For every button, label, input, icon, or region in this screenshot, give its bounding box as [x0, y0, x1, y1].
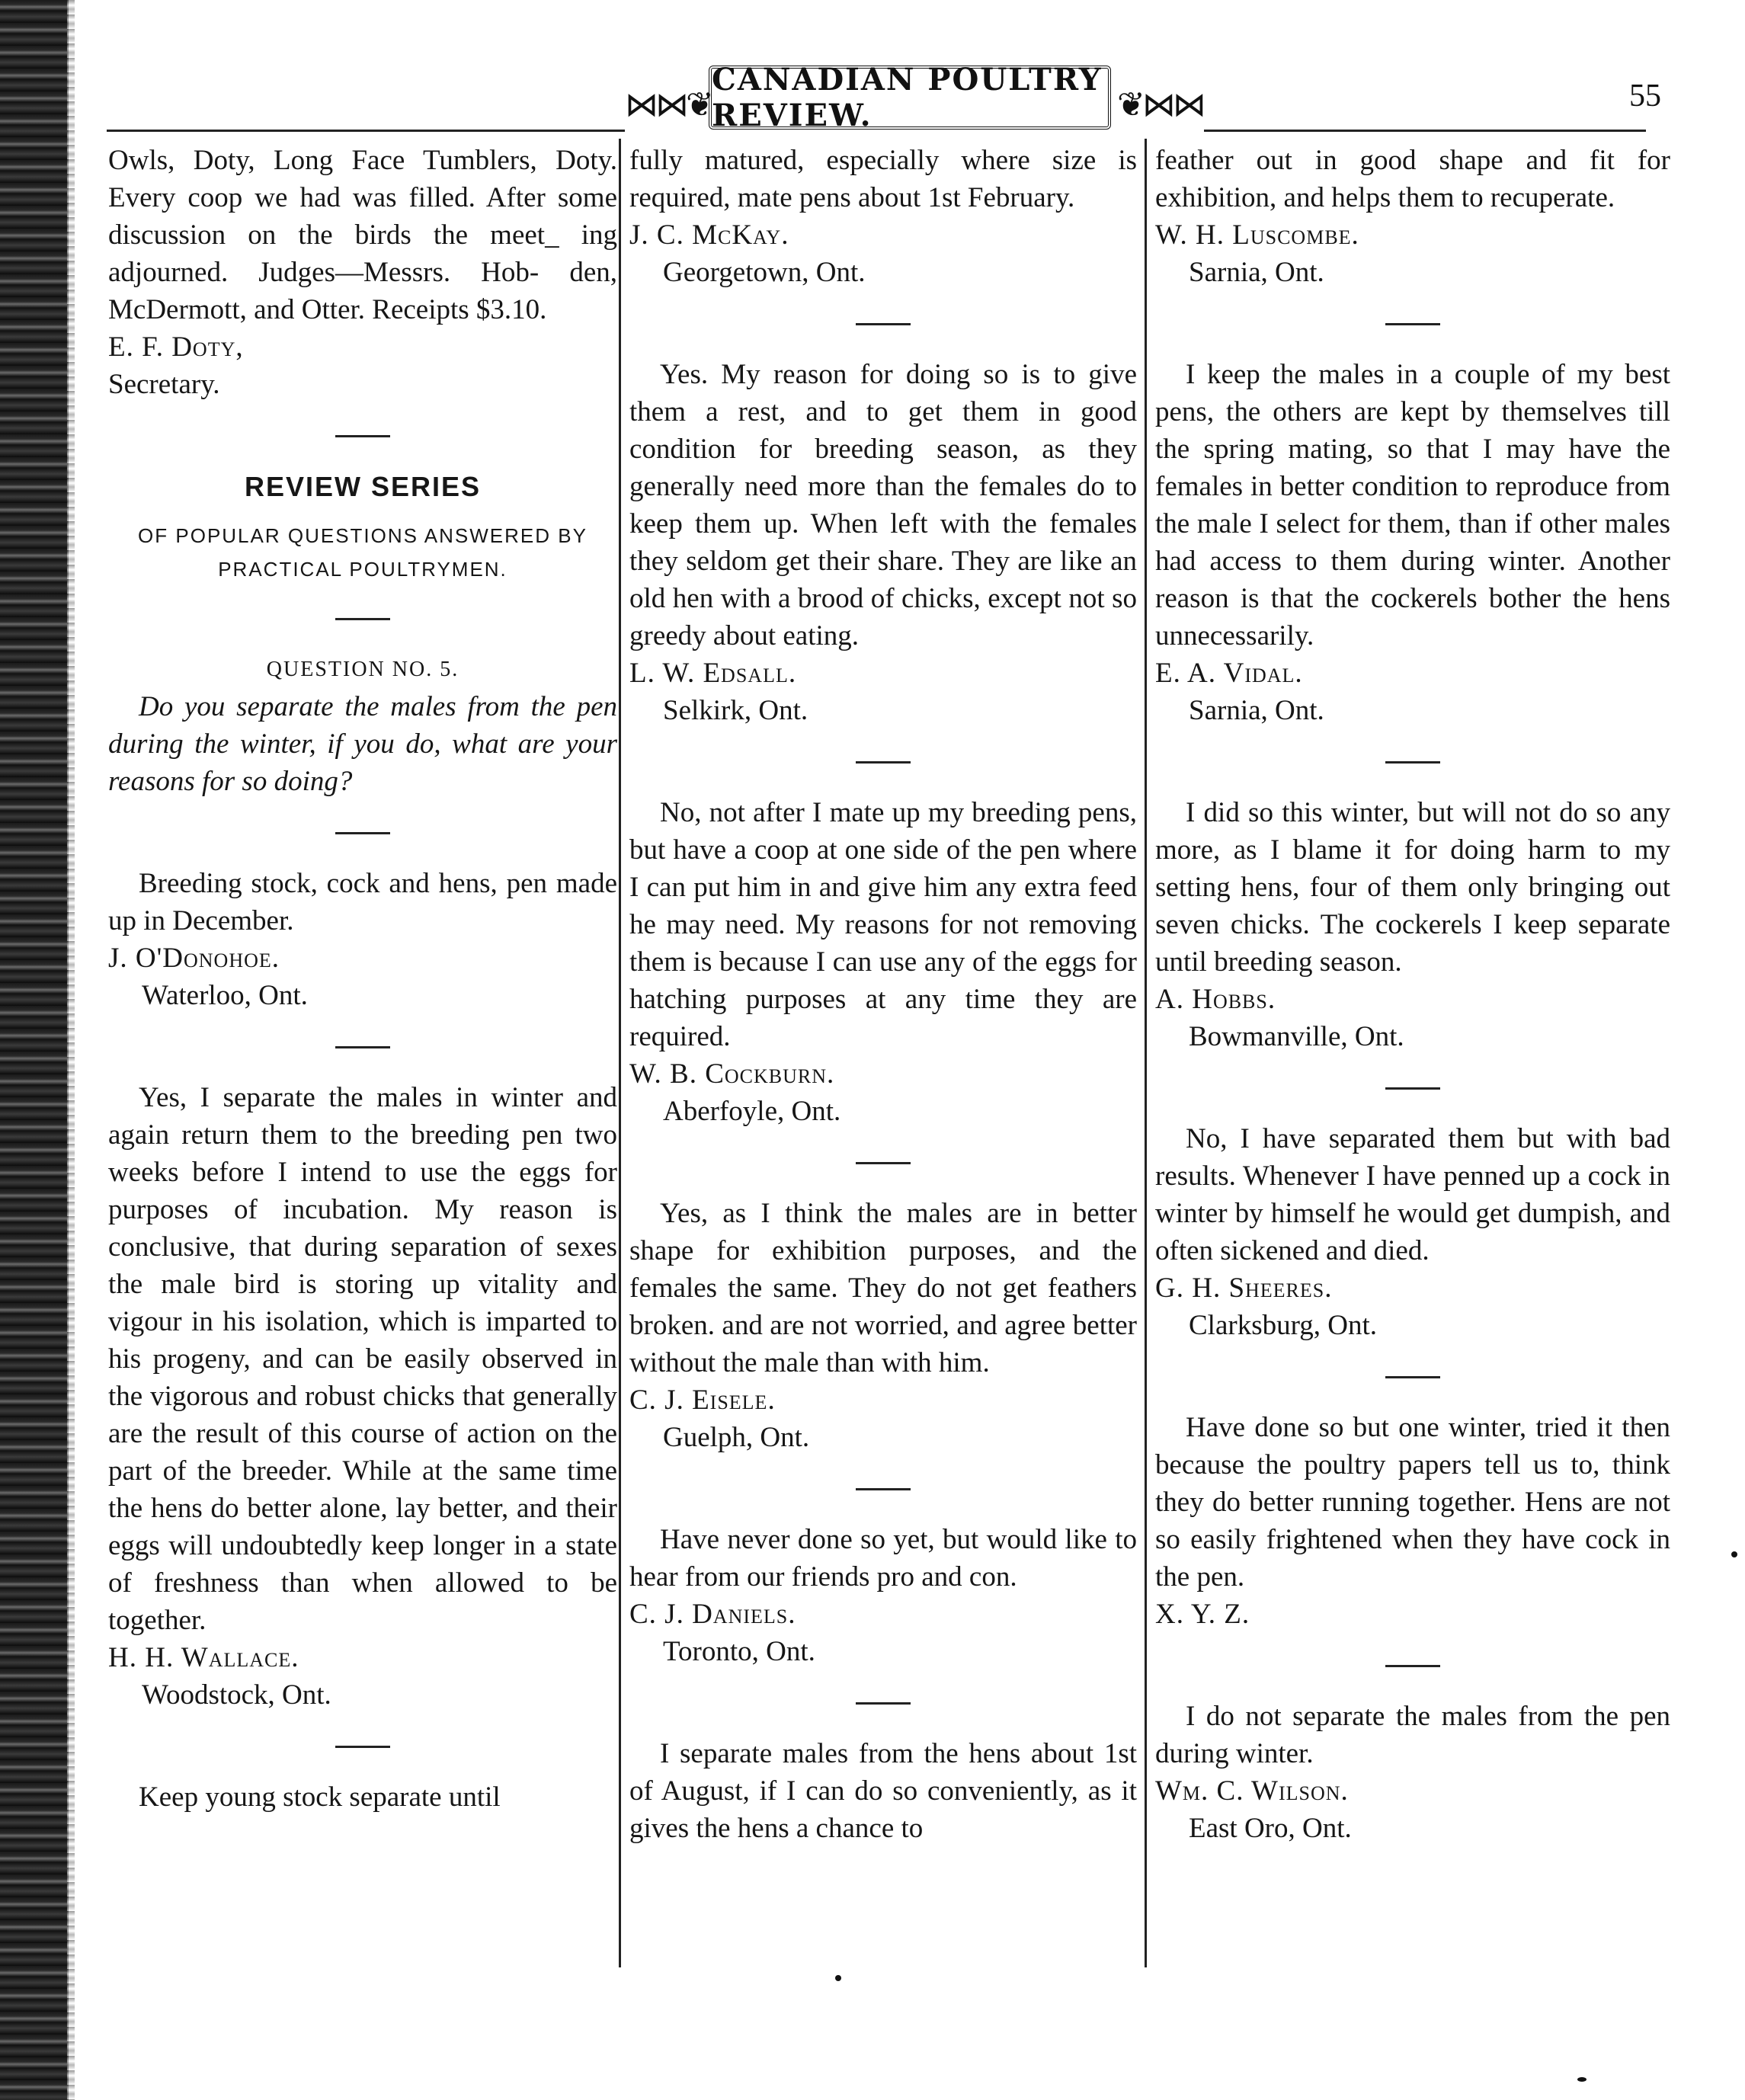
print-speck [1577, 2077, 1587, 2082]
answer-edsall: Yes. My reason for doing so is to give them a rest, and to get them in good condition for breeding season, as they generally need more than the females do to keep them up. When left with the females they seldom get their share. They are like an old hen with a brood of chicks, except not so greedy about eating. [629, 359, 1137, 651]
place-clarksburg: Clarksburg, Ont. [1189, 1310, 1378, 1341]
scan-edge [0, 0, 69, 2100]
divider [335, 832, 390, 834]
answer-eisele: Yes, as I think the males are in better shape for exhibition purposes, and the females the same. They do not get feathers broken. and are not worried, and agree better without the male than with him. [629, 1198, 1137, 1378]
signature-wallace: H. H. Wallace. [108, 1642, 299, 1673]
divider [335, 435, 390, 437]
signature-daniels: C. J. Daniels. [629, 1599, 796, 1630]
answer-vidal: I keep the males in a couple of my best pens, the others are kept by themselves till the spring mating, so that I may have the females in better condition to reproduce from the male I select for them, than if other males had access to them during winter. Another reason is that the cockerels bother the hens unnecessarily. [1155, 359, 1670, 651]
column-rule-1 [619, 139, 621, 1967]
divider [856, 1702, 911, 1705]
masthead-right-ornament: ❦⋈⋈ [1117, 86, 1203, 123]
review-series-subtitle: OF POPULAR QUESTIONS ANSWERED BY [138, 524, 588, 547]
divider [1385, 1376, 1440, 1378]
header-rule-left [107, 130, 625, 132]
place-sarnia: Sarnia, Ont. [1189, 257, 1324, 288]
answer-odonohoe: Breeding stock, cock and hens, pen made up in December. [108, 868, 617, 936]
signature-luscombe: W. H. Luscombe. [1155, 219, 1359, 251]
place-sarnia-2: Sarnia, Ont. [1189, 695, 1324, 726]
signature-edsall: L. W. Edsall. [629, 658, 797, 689]
header-rule-right [1204, 130, 1646, 132]
divider [335, 1046, 390, 1048]
answer-luscombe-start: I separate males from the hens about 1st of August, if I can do so conveniently, as it gives the hens a chance to [629, 1738, 1137, 1844]
answer-cockburn: No, not after I mate up my breeding pens, but have a coop at one side of the pen where I can put him in and give him any extra feed he may need. My reasons for not removing them is because I can use any of the eggs for hatching purposes at any time they are required. [629, 797, 1137, 1052]
signature-eisele: C. J. Eisele. [629, 1385, 776, 1416]
answer-xyz: Have done so but one winter, tried it then because the poultry papers tell us to, think they do better running together. Hens are not so easily frightened when they have cock in the pen. [1155, 1412, 1670, 1593]
place-georgetown: Georgetown, Ont. [663, 257, 866, 288]
column-middle [629, 142, 1137, 1847]
signature-sheeres: G. H. Sheeres. [1155, 1272, 1333, 1304]
place-woodstock: Woodstock, Ont. [142, 1679, 331, 1711]
answer-wallace: Yes, I separate the males in winter and again return them to the breeding pen two weeks before I intend to use the eggs for purposes of incubation. My reason is conclusive, that during separation of sexes the male bird is storing up vitality and vigour in his isolation, which is imparted to his progeny, and can be easily observed in the vigorous and robust chicks that generally are the result of this course of action on the part of the breeder. While at the same time the hens do better alone, lay better, and their eggs will undoubtedly keep longer in a state of freshness than when allowed to be together. [108, 1082, 617, 1636]
column-rule-2 [1145, 139, 1147, 1967]
divider [1385, 1665, 1440, 1667]
signature-wilson: Wm. C. Wilson. [1155, 1775, 1349, 1807]
place-aberfoyle: Aberfoyle, Ont. [663, 1096, 841, 1127]
masthead [625, 59, 1204, 133]
divider [1385, 761, 1440, 763]
masthead-left-ornament: ⋈⋈❦ [625, 86, 711, 123]
place-waterloo: Waterloo, Ont. [142, 980, 308, 1011]
place-east-oro: East Oro, Ont. [1189, 1813, 1352, 1844]
column-right [1155, 142, 1670, 1847]
place-bowmanville: Bowmanville, Ont. [1189, 1021, 1404, 1052]
answer-luscombe-cont: feather out in good shape and fit for exhibition, and helps them to recuperate. [1155, 145, 1670, 213]
meeting-report: Owls, Doty, Long Face Tumblers, Doty. Every coop we had was filled. After some discussion on the birds the meet_ ing adjourned. Judges—Messrs. Hob- den, McDermott, and Otter. Receipts $3.10. [108, 145, 617, 325]
divider [856, 323, 911, 325]
place-guelph: Guelph, Ont. [663, 1422, 810, 1453]
review-series-title: REVIEW SERIES [244, 471, 482, 502]
signature-odonohoe: J. O'Donohoe. [108, 943, 280, 974]
signature-vidal: E. A. Vidal. [1155, 658, 1303, 689]
signature-hobbs: A. Hobbs. [1155, 984, 1276, 1015]
answer-mckay-cont: fully matured, especially where size is required, mate pens about 1st February. [629, 145, 1137, 213]
place-selkirk: Selkirk, Ont. [663, 695, 808, 726]
page-number: 55 [1629, 78, 1661, 114]
signature-xyz: X. Y. Z. [1155, 1599, 1250, 1630]
answer-wilson: I do not separate the males from the pen during winter. [1155, 1701, 1670, 1769]
column-left [108, 142, 617, 1816]
divider [1385, 1087, 1440, 1090]
place-toronto: Toronto, Ont. [663, 1636, 815, 1667]
signature-secretary: Secretary. [108, 369, 220, 400]
print-speck [835, 1975, 841, 1981]
signature-cockburn: W. B. Cockburn. [629, 1058, 835, 1090]
question-number: QUESTION NO. 5. [266, 658, 459, 681]
divider [1385, 323, 1440, 325]
signature-doty: E. F. Doty, [108, 331, 244, 363]
answer-daniels: Have never done so yet, but would like to hear from our friends pro and con. [629, 1524, 1137, 1593]
divider [856, 1488, 911, 1490]
print-speck [1731, 1551, 1737, 1557]
divider [856, 1162, 911, 1164]
signature-mckay: J. C. McKay. [629, 219, 789, 251]
divider [856, 761, 911, 763]
question-text: Do you separate the males from the pen during the winter, if you do, what are your reasons for so doing? [108, 691, 617, 797]
masthead-title: CANADIAN POULTRY REVIEW. [709, 66, 1111, 130]
answer-sheeres: No, I have separated them but with bad results. Whenever I have penned up a cock in winter by himself he would get dumpish, and often sickened and died. [1155, 1123, 1670, 1266]
divider [335, 618, 390, 620]
review-series-subtitle-2: PRACTICAL POULTRYMEN. [218, 558, 507, 581]
answer-mckay-start: Keep young stock separate until [139, 1781, 501, 1813]
divider [335, 1746, 390, 1748]
answer-hobbs: I did so this winter, but will not do so any more, as I blame it for doing harm to my setting hens, four of them only bringing out seven chicks. The cockerels I keep separate until breeding season. [1155, 797, 1670, 978]
